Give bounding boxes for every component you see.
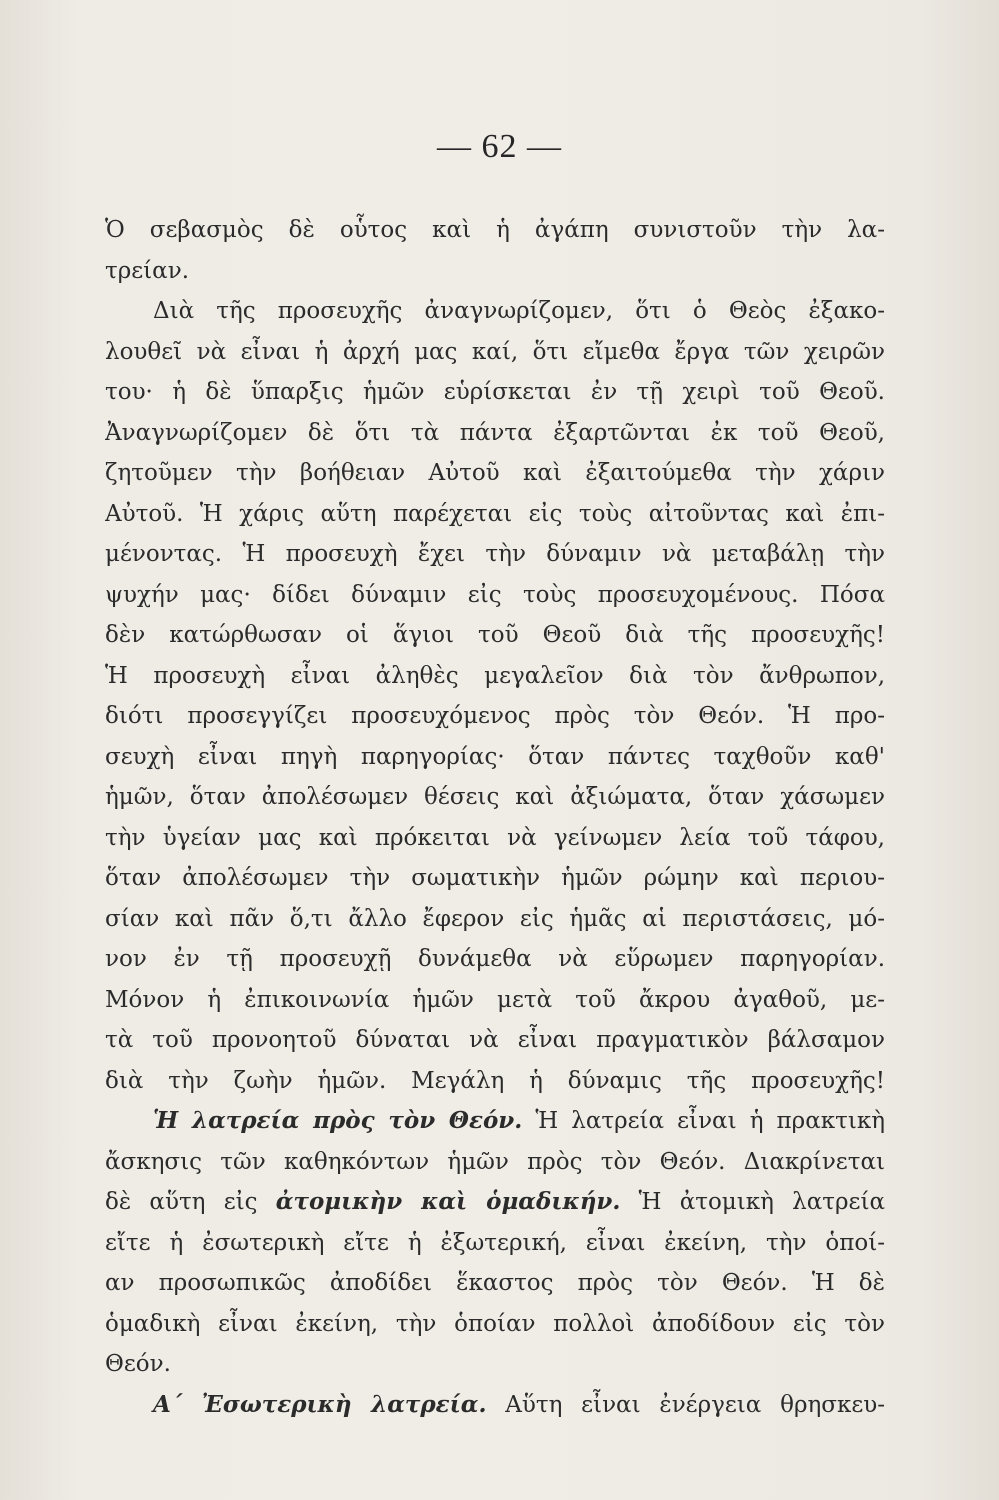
text-line: σίαν καὶ πᾶν ὅ,τι ἄλλο ἔφερον εἰς ἡμᾶς αἱ περιστάσεις, μό- [105, 905, 885, 932]
text-fragment: Ἡ λατρεία εἶναι ἡ πρακτικὴ [522, 1108, 885, 1134]
section-heading-inner-worship: Α΄ Ἐσωτερικὴ λατρεία. [153, 1390, 487, 1418]
text-fragment: Αὕτη εἶναι ἐνέργεια θρησκευ- [486, 1391, 885, 1418]
text-line: Ἡ προσευχὴ εἶναι ἀληθὲς μεγαλεῖον διὰ τὸν ἄνθρωπον, [105, 662, 885, 689]
text-line: Ὁ σεβασμὸς δὲ οὗτος καὶ ἡ ἀγάπη συνιστοῦν τὴν λα- [105, 217, 885, 243]
emphasis-individual-collective: ἀτομικὴν καὶ ὁμαδικήν. [275, 1188, 621, 1215]
text-line: σευχὴ εἶναι πηγὴ παρηγορίας· ὅταν πάντες ταχθοῦν καθ' [105, 743, 885, 770]
section-heading-worship: Ἡ λατρεία πρὸς τὸν Θεόν. [153, 1107, 523, 1134]
page-number: — 62 — [437, 128, 562, 165]
text-line: διότι προσεγγίζει προσευχόμενος πρὸς τὸν Θεόν. Ἡ προ- [105, 703, 885, 729]
text-line: μένοντας. Ἡ προσευχὴ ἔχει τὴν δύναμιν νὰ μεταβάλῃ τὴν [105, 541, 885, 567]
text-line: αν προσωπικῶς ἀποδίδει ἕκαστος πρὸς τὸν Θεόν. Ἡ δὲ [105, 1270, 885, 1296]
text-line: ἄσκησις τῶν καθηκόντων ἡμῶν πρὸς τὸν Θεόν. Διακρίνεται [105, 1148, 885, 1175]
text-line: τρείαν. [105, 257, 190, 284]
text-line: ζητοῦμεν τὴν βοήθειαν Αὐτοῦ καὶ ἐξαιτούμεθα τὴν χάριν [105, 460, 885, 486]
text-line: Μόνον ἡ ἐπικοινωνία ἡμῶν μετὰ τοῦ ἄκρου ἀγαθοῦ, με- [105, 986, 885, 1013]
text-line: διὰ τὴν ζωὴν ἡμῶν. Μεγάλη ἡ δύναμις τῆς προσευχῆς! [105, 1067, 885, 1094]
text-line: του· ἡ δὲ ὕπαρξις ἡμῶν εὑρίσκεται ἐν τῇ χειρὶ τοῦ Θεοῦ. [105, 379, 885, 405]
text-line: Θεόν. [105, 1351, 171, 1377]
text-line: τὰ τοῦ προνοητοῦ δύναται νὰ εἶναι πραγματικὸν βάλσαμον [105, 1027, 885, 1053]
text-fragment: Ἡ ἀτομικὴ λατρεία [620, 1189, 885, 1215]
text-fragment: δὲ αὕτη εἰς [105, 1189, 276, 1215]
text-line: ἡμῶν, ὅταν ἀπολέσωμεν θέσεις καὶ ἀξιώματα, ὅταν χάσωμεν [105, 784, 885, 810]
text-line: ὅταν ἀπολέσωμεν τὴν σωματικὴν ἡμῶν ρώμην καὶ περιου- [105, 865, 885, 891]
text-line: νον ἐν τῇ προσευχῇ δυνάμεθα νὰ εὕρωμεν παρηγορίαν. [105, 946, 885, 972]
text-line: Διὰ τῆς προσευχῆς ἀναγνωρίζομεν, ὅτι ὁ Θεὸς ἐξακο- [153, 298, 885, 324]
text-line: ὁμαδικὴ εἶναι ἐκείνη, τὴν ὁποίαν πολλοὶ ἀποδίδουν εἰς τὸν [105, 1310, 885, 1337]
text-line: τὴν ὑγείαν μας καὶ πρόκειται νὰ γείνωμεν λεία τοῦ τάφου, [105, 824, 885, 851]
text-line: Αὐτοῦ. Ἡ χάρις αὕτη παρέχεται εἰς τοὺς αἰτοῦντας καὶ ἐπι- [105, 500, 885, 527]
text-line: Ἀναγνωρίζομεν δὲ ὅτι τὰ πάντα ἐξαρτῶνται ἐκ τοῦ Θεοῦ, [105, 419, 885, 446]
text-line: δὲν κατώρθωσαν οἱ ἅγιοι τοῦ Θεοῦ διὰ τῆς προσευχῆς! [105, 622, 885, 648]
body-text [105, 210, 885, 1425]
text-line: λουθεῖ νὰ εἶναι ἡ ἀρχή μας καί, ὅτι εἴμεθα ἔργα τῶν χειρῶν [105, 338, 885, 365]
section-line [105, 1385, 885, 1426]
section-line [105, 1182, 885, 1223]
text-line: ψυχήν μας· δίδει δύναμιν εἰς τοὺς προσευχομένους. Πόσα [105, 581, 885, 608]
text-line: εἴτε ἡ ἐσωτερικὴ εἴτε ἡ ἐξωτερική, εἶναι ἐκείνη, τὴν ὁποί- [105, 1229, 885, 1256]
section-line [105, 1101, 885, 1142]
